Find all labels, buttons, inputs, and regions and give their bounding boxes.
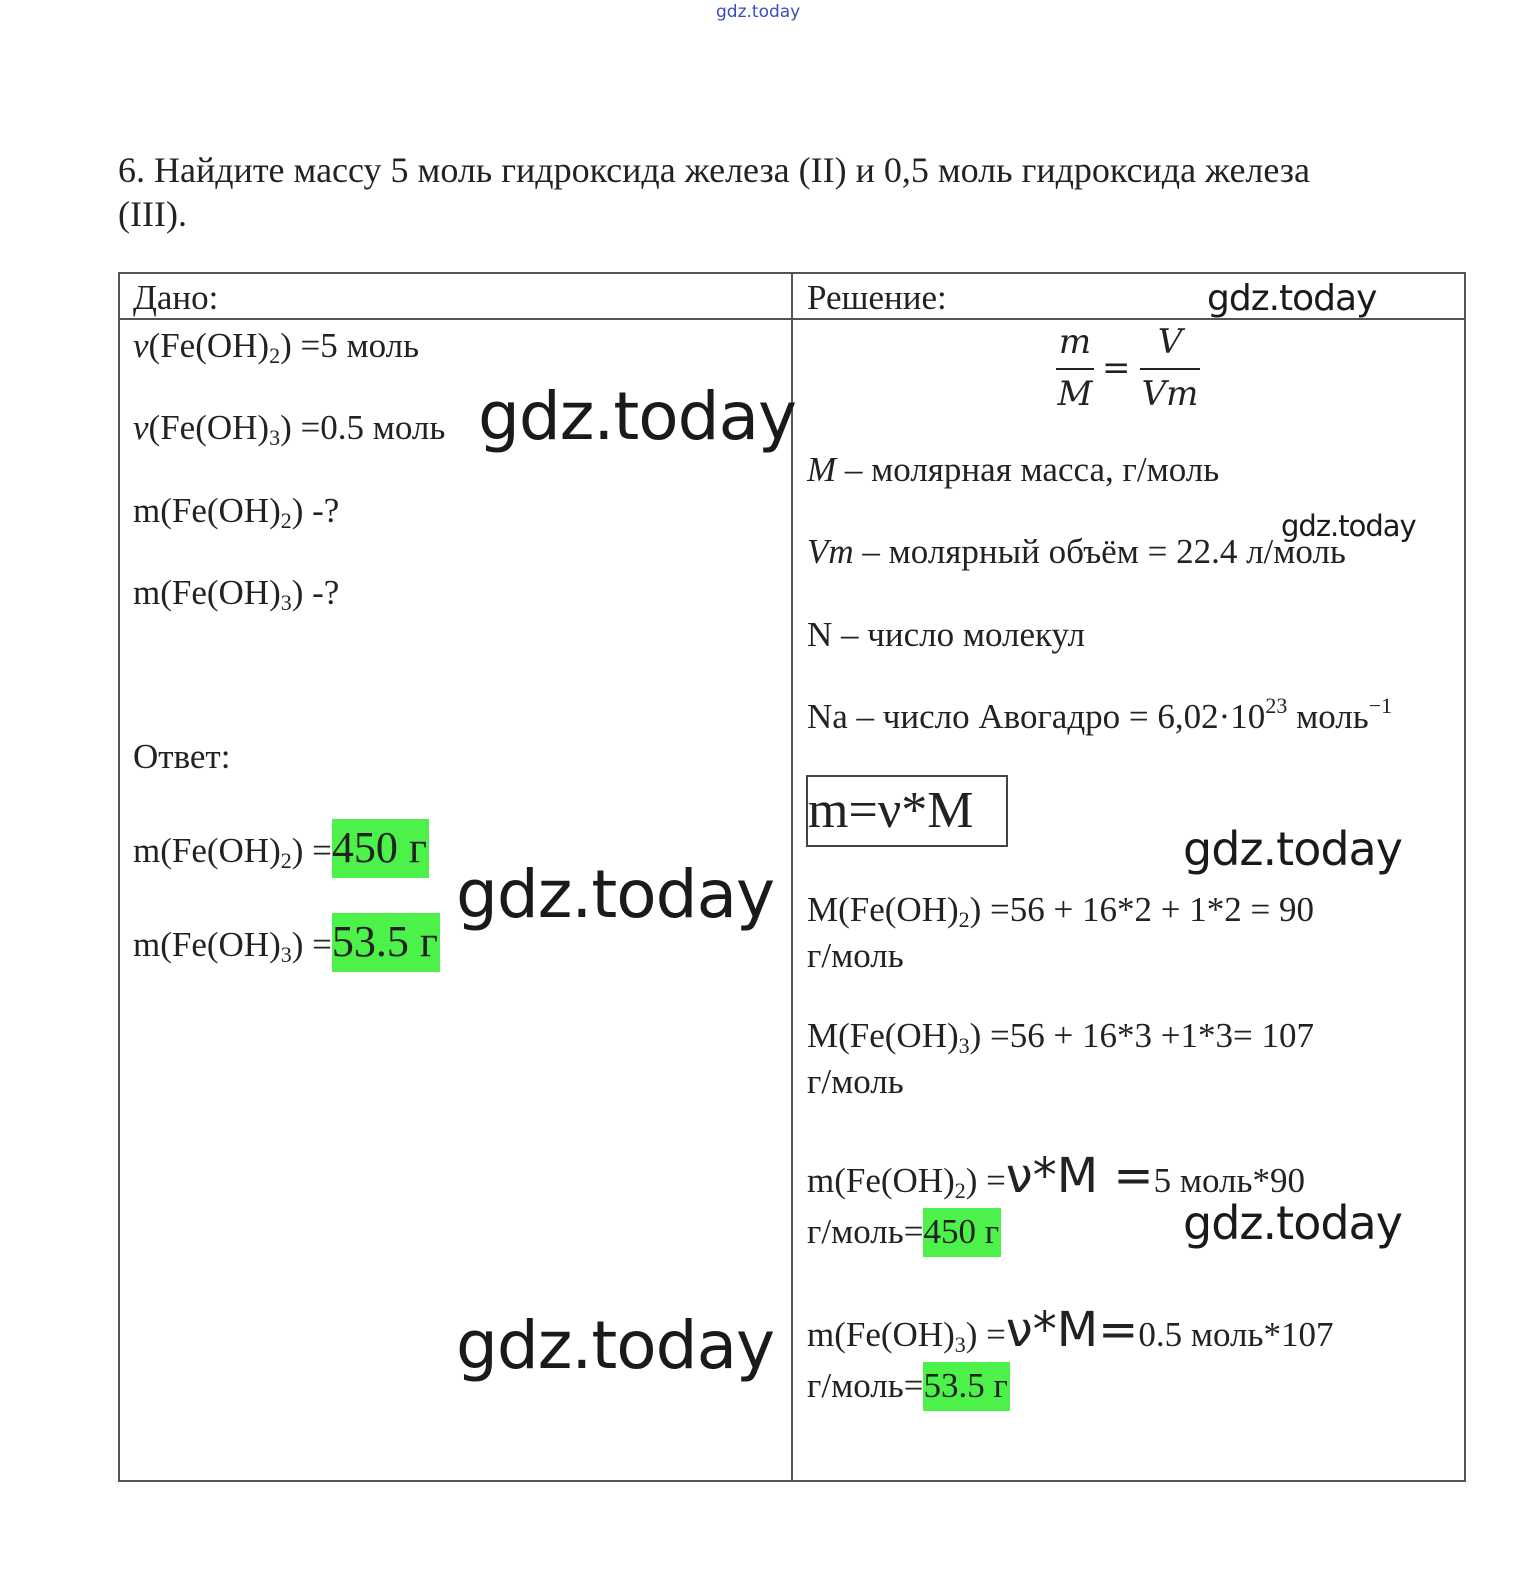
def-molar-mass: M – молярная масса, г/моль bbox=[807, 450, 1220, 489]
watermark-4: gdz.today bbox=[1183, 822, 1402, 876]
watermark-5: gdz.today bbox=[456, 856, 775, 933]
answer-feoh2-value: 450 г bbox=[332, 819, 429, 878]
watermark-1: gdz.today bbox=[1207, 278, 1377, 319]
calc-mass-feoh3-line2: г/моль=53.5 г bbox=[807, 1368, 1010, 1403]
solution-header: Решение: bbox=[807, 278, 947, 317]
molar-mass-feoh3-unit: г/моль bbox=[807, 1062, 904, 1101]
calc-mass-feoh3: $m(Fe(OH)_3) =\nu*M=0.5$ моль*107 bbox=[807, 1302, 1334, 1358]
given-header: Дано: bbox=[133, 278, 219, 317]
calc-mass-feoh2: $m(Fe(OH)_2) =\nu*M =5$ моль*90 bbox=[807, 1148, 1305, 1204]
molar-mass-feoh3: $M(Fe(OH)_3) =56 + 16*3 +1*3= 107$ bbox=[807, 1016, 1315, 1058]
answer-label: Ответ: bbox=[133, 737, 231, 776]
watermark-7: gdz.today bbox=[456, 1307, 775, 1384]
molar-mass-feoh2: $M(Fe(OH)_2) =56 + 16*2 + 1*2 = 90$ bbox=[807, 890, 1315, 932]
problem-line-1: 6. Найдите массу 5 моль гидроксида железа (II) и 0,5 моль гидроксида железа bbox=[118, 150, 1311, 190]
top-watermark: gdz.today bbox=[716, 2, 801, 22]
def-molecule-count: N – число молекул bbox=[807, 615, 1085, 654]
def-avogadro: Na – число Авогадро = $6,02\cdot 10^{23}$ моль$^{-1}$ bbox=[807, 693, 1393, 736]
calc-feoh3-value: 53.5 г bbox=[923, 1362, 1009, 1411]
calc-mass-feoh2-line2: г/моль=450 г bbox=[807, 1214, 1001, 1249]
find-m-feoh2: $m(Fe(OH)_2)$ -? bbox=[133, 491, 340, 533]
formula-m-over-M: m M bbox=[1057, 322, 1093, 414]
watermark-2: gdz.today bbox=[478, 378, 797, 455]
formula-V-over-Vm: V Vm bbox=[1141, 322, 1199, 414]
formula-equals: = bbox=[1102, 348, 1131, 388]
find-m-feoh3: $m(Fe(OH)_3)$ -? bbox=[133, 573, 340, 615]
answer-feoh3-value: 53.5 г bbox=[332, 913, 440, 972]
calc-feoh2-value: 450 г bbox=[923, 1208, 1001, 1257]
main-formula: m=ν*M bbox=[808, 782, 974, 839]
problem-line-2: (III). bbox=[118, 194, 187, 234]
molar-mass-feoh2-unit: г/моль bbox=[807, 936, 904, 975]
watermark-3: gdz.today bbox=[1281, 509, 1416, 543]
given-nu-feoh2: $\nu(Fe(OH)_2) =5$ моль bbox=[133, 326, 420, 368]
answer-feoh2: $m(Fe(OH)_2) =450$ г bbox=[133, 826, 429, 870]
answer-feoh3: $m(Fe(OH)_3) =53.5$ г bbox=[133, 920, 440, 964]
def-molar-volume: Vm – молярный объём = 22.4 л/моль bbox=[807, 532, 1346, 571]
watermark-6: gdz.today bbox=[1183, 1196, 1402, 1250]
given-nu-feoh3: $\nu(Fe(OH)_3) =0.5$ моль bbox=[133, 408, 446, 450]
